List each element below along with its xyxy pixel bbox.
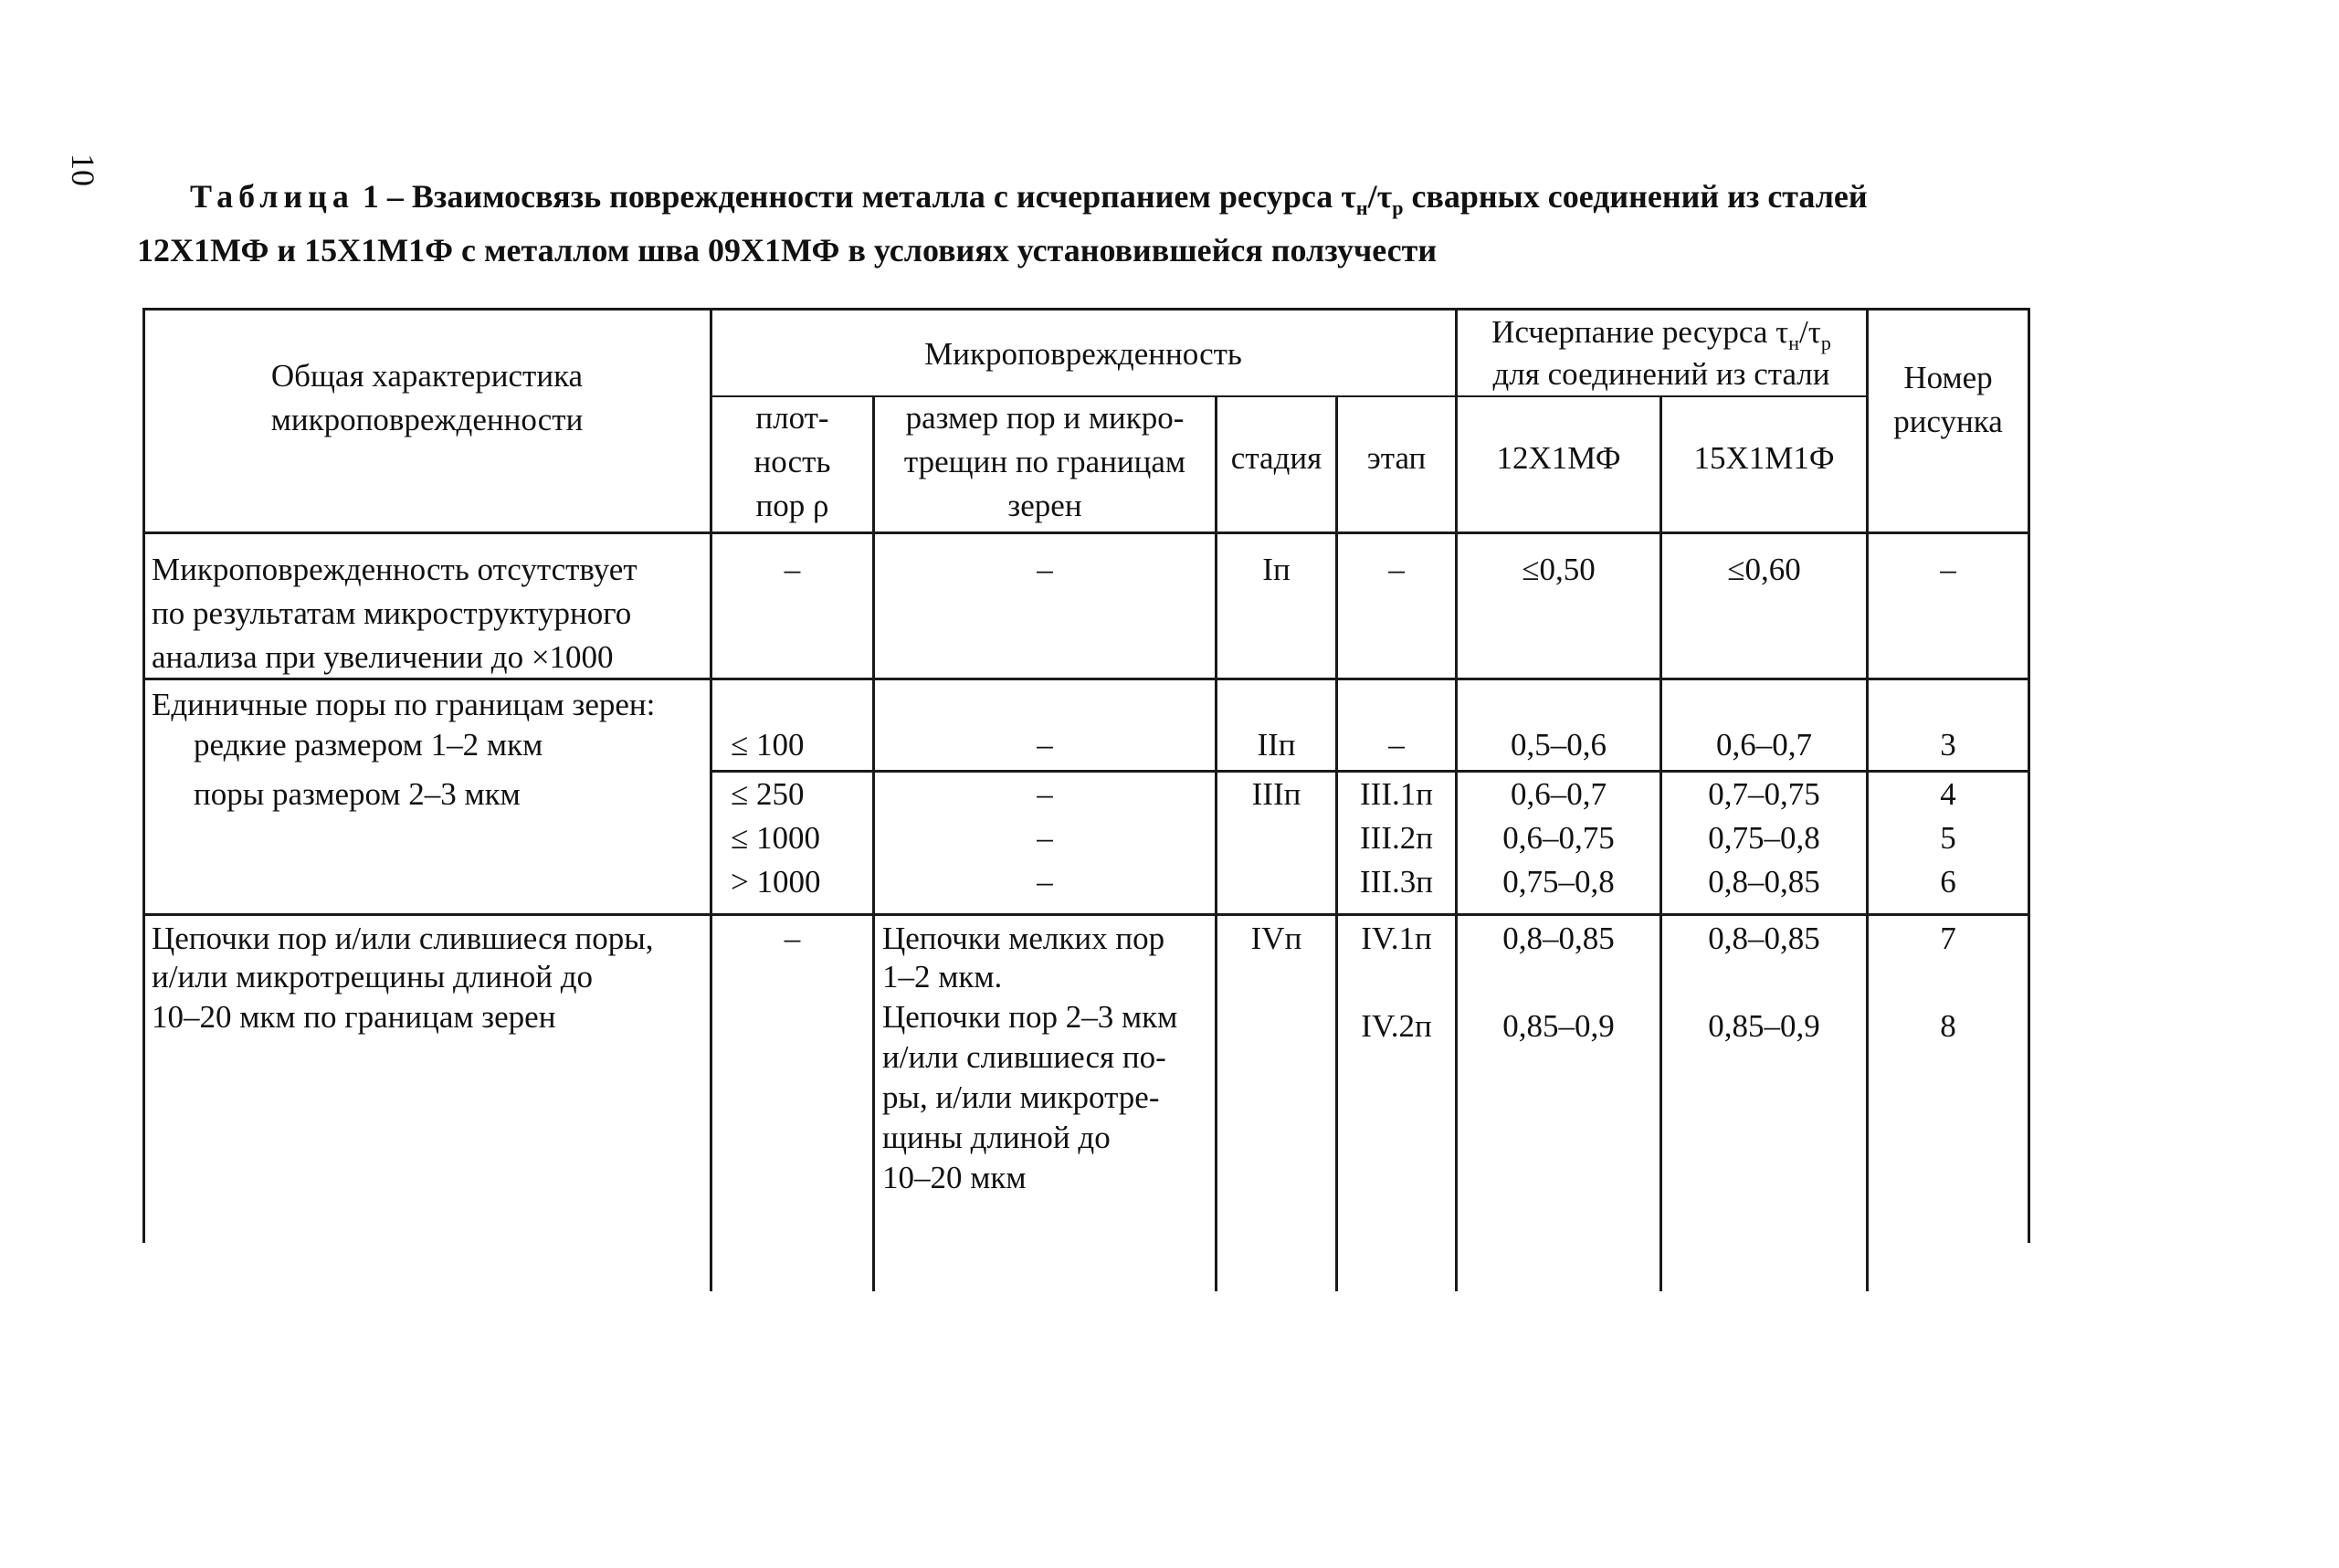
row2a-v2: 0,6–0,7 [1716,727,1812,763]
row1-size: – [1037,552,1053,587]
row3-size2-line2: и/или слившиеся по- [882,1039,1166,1075]
row2b2-size: – [1037,820,1053,856]
row1-fig: – [1940,552,1956,587]
row1-desc-line2: по результатам микроструктурного [152,595,632,631]
caption-line2: 12Х1МФ и 15Х1М1Ф с металлом шва 09Х1МФ в условиях установившейся ползучести [137,232,1438,269]
caption-sub1: н [1355,196,1368,220]
row1-v2: ≤0,60 [1727,552,1801,587]
row3-desc-line1: Цепочки пор и/или слившиеся поры, [152,921,654,956]
row2b1-stage: IIIп [1251,776,1301,812]
row2b3-v1: 0,75–0,8 [1502,864,1615,900]
row3b-v1: 0,85–0,9 [1502,1008,1615,1044]
row2b1-v2: 0,7–0,75 [1708,776,1820,812]
row2b1-density: ≤ 250 [731,776,805,812]
row2b1-v1: 0,6–0,7 [1511,776,1607,812]
row3b-fig: 8 [1940,1008,1956,1044]
row3-size2-line3: ры, и/или микротре- [882,1079,1160,1115]
row2b1-step: III.1п [1360,776,1433,812]
row2-desc-line3: поры размером 2–3 мкм [194,776,521,812]
header-step: этап [1366,440,1427,476]
row2-desc-line1: Единичные поры по границам зерен: [152,687,656,722]
header-general-line1: Общая характеристика [270,358,584,394]
header-general-line2: микроповрежденности [270,402,584,437]
row2b1-size: – [1037,776,1053,812]
row3a-v1: 0,8–0,85 [1502,921,1615,956]
header-stage: стадия [1230,440,1322,476]
header-density-line1: плот- [755,400,829,436]
row2b2-density: ≤ 1000 [731,820,820,856]
header-density-line3: пор ρ [755,488,829,523]
header-figure-line2: рисунка [1893,404,2003,439]
header-pore-size-line1: размер пор и микро- [905,400,1185,436]
row2a-stage: IIп [1257,727,1296,763]
row1-density: – [784,552,801,587]
row2b2-v2: 0,75–0,8 [1708,820,1820,856]
row2b2-step: III.2п [1360,820,1433,856]
row3-desc-line2: и/или микротрещины длиной до [152,959,594,994]
caption-prefix: Таблица [190,178,354,215]
header-pore-size-line3: зерен [1007,488,1082,523]
row3-size1-line1: Цепочки мелких пор [882,921,1165,956]
row2a-size: – [1037,727,1053,763]
row3-size1-line2: 1–2 мкм. [882,959,1003,994]
header-exhaustion-line2: для соединений из стали [1492,356,1830,392]
row3-size2-line5: 10–20 мкм [882,1160,1027,1195]
row2b2-fig: 5 [1940,820,1956,856]
caption-sub2: р [1392,196,1404,220]
row1-stage: Iп [1262,552,1291,587]
header-exhaustion-line1: Исчерпание ресурса $\tau_н/\tau_р$ [1491,314,1831,354]
row2b2-v1: 0,6–0,75 [1502,820,1615,856]
row2b3-size: – [1037,864,1053,900]
header-figure-line1: Номер [1903,360,1993,395]
page-number: 10 [65,153,101,186]
header-density-line2: ность [753,444,831,479]
row2a-v1: 0,5–0,6 [1511,727,1607,763]
header-steel-12x1mf: 12Х1МФ [1496,440,1621,476]
row3a-fig: 7 [1940,921,1956,956]
caption-line1: 1 – Взаимосвязь поврежденности металла с исчерпанием ресурса τ [362,178,1356,215]
caption-mid: /τ [1367,178,1393,215]
row3-size2-line1: Цепочки пор 2–3 мкм [882,999,1178,1035]
row2b1-fig: 4 [1940,776,1956,812]
row2b3-step: III.3п [1360,864,1433,900]
header-microdamage: Микроповрежденность [924,336,1242,372]
caption-line1-end: сварных соединений из сталей [1403,178,1868,215]
row1-step: – [1388,552,1405,587]
row3-size2-line4: щины длиной до [882,1120,1111,1155]
row3b-step: IV.2п [1361,1008,1432,1044]
row3a-step: IV.1п [1361,921,1432,956]
row3a-v2: 0,8–0,85 [1708,921,1820,956]
row1-desc-line3: анализа при увеличении до ×1000 [152,639,614,675]
row3-density: – [784,921,801,956]
row2a-step: – [1388,727,1405,763]
row2-desc-line2: редкие размером 1–2 мкм [194,727,543,763]
row2b3-v2: 0,8–0,85 [1708,864,1820,900]
header-steel-15x1m1f: 15Х1М1Ф [1693,440,1835,476]
row3-stage: IVп [1250,921,1302,956]
row2b3-fig: 6 [1940,864,1956,900]
row1-v1: ≤0,50 [1522,552,1596,587]
row3-desc-line3: 10–20 мкм по границам зерен [152,999,556,1035]
row2a-fig: 3 [1940,727,1956,763]
row2a-density: ≤ 100 [731,727,805,763]
row1-desc-line1: Микроповрежденность отсутствует [152,552,637,587]
header-pore-size-line2: трещин по границам [903,444,1186,479]
row3b-v2: 0,85–0,9 [1708,1008,1820,1044]
row2b3-density: > 1000 [731,864,821,900]
